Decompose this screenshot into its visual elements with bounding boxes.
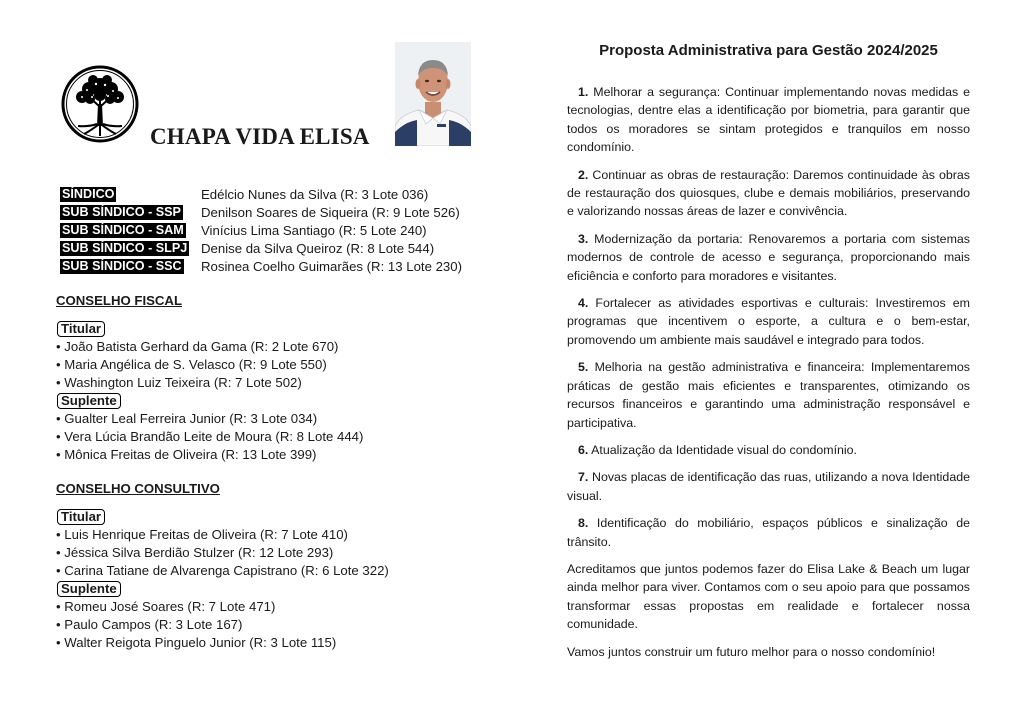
list-item: • Walter Reigota Pinguelo Junior (R: 3 Lote 115): [56, 635, 337, 650]
list-item: • Maria Angélica de S. Velasco (R: 9 Lote 550): [56, 357, 327, 372]
proposal-item: [567, 358, 970, 432]
board-row: [60, 203, 500, 221]
item-number: 7.: [578, 470, 589, 485]
item-text: Novas placas de identificação das ruas, utilizando a nova Identidade visual.: [567, 470, 970, 503]
list-item: • Luis Henrique Freitas de Oliveira (R: 7 Lote 410): [56, 527, 348, 542]
list-item: • Mônica Freitas de Oliveira (R: 13 Lote 399): [56, 447, 317, 462]
list-item: • Jéssica Silva Berdião Stulzer (R: 12 Lote 293): [56, 545, 334, 560]
list-item: • Gualter Leal Ferreira Junior (R: 3 Lote 034): [56, 411, 318, 426]
item-number: 1.: [578, 85, 589, 99]
item-text: Modernização da portaria: Renovaremos a portaria com sistemas modernos de controle de acesso e segurança, proporcionando mais eficiência e conforto para moradores e visitantes.: [567, 231, 970, 283]
proposal-column: [567, 40, 970, 670]
list-item: • Romeu José Soares (R: 7 Lote 471): [56, 599, 276, 614]
board-row: [60, 257, 500, 275]
proposal-item: [567, 441, 970, 459]
item-number: 4.: [578, 296, 589, 311]
proposal-item: [567, 83, 970, 157]
item-number: 5.: [578, 360, 589, 375]
proposal-item: [567, 514, 970, 551]
role-badge: SUB SÍNDICO - SSP: [62, 205, 181, 219]
proposal-item: [567, 166, 970, 221]
item-number: 6.: [578, 442, 589, 457]
board-row: [60, 185, 500, 203]
fiscal-council-heading: CONSELHO FISCAL: [56, 293, 183, 308]
item-text: Continuar as obras de restauração: Daremos continuidade às obras de restauração dos quiosques, clube e demais mobiliários, preservando e valorizando nossas áreas de lazer e convivência.: [567, 167, 970, 219]
board-row: [60, 239, 500, 257]
role-badge: SUB SÍNDICO - SSC: [62, 259, 182, 273]
candidate-photo: [395, 42, 471, 146]
slate-title: CHAPA VIDA ELISA: [150, 124, 370, 149]
item-number: 2.: [578, 167, 589, 182]
list-item: • Carina Tatiane de Alvarenga Capistrano (R: 6 Lote 322): [56, 563, 389, 578]
final-paragraph: Vamos juntos construir um futuro melhor para o nosso condomínio!: [567, 644, 936, 659]
advisory-council-list: [56, 508, 496, 652]
item-number: 3.: [578, 231, 589, 246]
role-badge: SUB SÍNDICO - SLPJ: [62, 241, 188, 255]
list-item: • Vera Lúcia Brandão Leite de Moura (R: 8 Lote 444): [56, 429, 364, 444]
role-badge: SUB SÍNDICO - SAM: [62, 223, 184, 237]
board-member: Denise da Silva Queiroz (R: 8 Lote 544): [201, 240, 435, 256]
board-row: [60, 221, 500, 239]
closing-paragraph: Acreditamos que juntos podemos fazer do Elisa Lake & Beach um lugar ainda melhor para viver. Contamos com o seu apoio para que possamos transformar essas propostas em realidade e fortalecer nossa comunidade.: [567, 561, 970, 632]
item-text: Melhorar a segurança: Continuar implementando novas medidas e tecnologias, dentre elas a identificação por biometria, para garantir que todos os moradores se sintam protegidos e tranquilos em nosso condomínio.: [567, 85, 970, 155]
suplente-tag: Suplente: [57, 581, 121, 597]
list-item: • Washington Luiz Teixeira (R: 7 Lote 502): [56, 375, 302, 390]
item-text: Fortalecer as atividades esportivas e culturais: Investiremos em programas que incentivem o esporte, a cultura e o bem-estar, promovendo um ambiente mais saudável e integrado para todos.: [567, 296, 970, 347]
role-badge: SÍNDICO: [62, 187, 115, 201]
item-text: Identificação do mobiliário, espaços públicos e sinalização de trânsito.: [567, 516, 970, 549]
proposal-item: [567, 294, 970, 349]
item-text: Melhoria na gestão administrativa e financeira: Implementaremos práticas de gestão mais eficientes e transparentes, otimizando os recursos financeiros e garantindo uma administração responsável e participativa.: [567, 360, 970, 430]
board-member: Vinícius Lima Santiago (R: 5 Lote 240): [201, 222, 427, 238]
board-member: Denilson Soares de Siqueira (R: 9 Lote 526): [201, 204, 460, 220]
board-member: Rosinea Coelho Guimarães (R: 13 Lote 230): [201, 258, 462, 274]
titular-tag: Titular: [57, 509, 105, 525]
suplente-tag: Suplente: [57, 393, 121, 409]
titular-tag: Titular: [57, 321, 105, 337]
list-item: • João Batista Gerhard da Gama (R: 2 Lote 670): [56, 339, 339, 354]
item-text: Atualização da Identidade visual do condomínio.: [591, 442, 857, 457]
board-member: Edélcio Nunes da Silva (R: 3 Lote 036): [201, 186, 429, 202]
fiscal-council-list: [56, 320, 496, 464]
proposal-item: [567, 230, 970, 285]
tree-of-life-logo-icon: [60, 64, 140, 144]
proposal-title: Proposta Administrativa para Gestão 2024/2025: [599, 42, 938, 59]
board-list: [60, 185, 500, 275]
advisory-council-heading: CONSELHO CONSULTIVO: [56, 481, 220, 496]
list-item: • Paulo Campos (R: 3 Lote 167): [56, 617, 243, 632]
item-number: 8.: [578, 516, 589, 531]
proposal-item: [567, 468, 970, 505]
